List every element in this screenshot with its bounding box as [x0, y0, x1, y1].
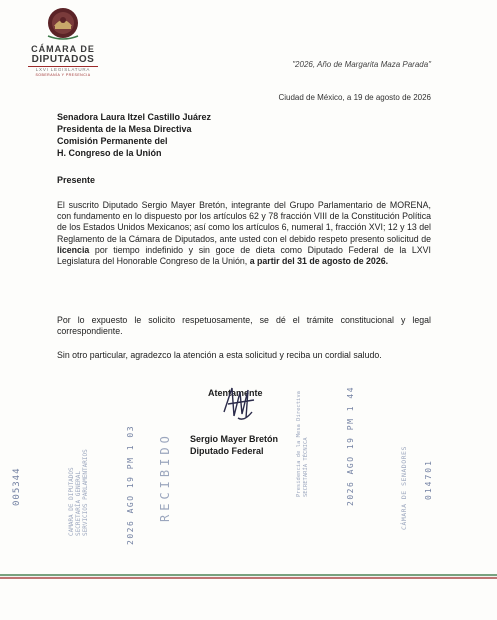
- addressee-commission: Comisión Permanente del: [57, 136, 168, 146]
- logo-line-1: CÁMARA DE: [31, 44, 95, 54]
- closing-word: Atentamente: [208, 388, 263, 398]
- place-date: Ciudad de México, a 19 de agosto de 2026: [278, 93, 431, 102]
- stamp-chamber-line-3: SERVICIOS PARLAMENTARIOS: [82, 449, 89, 536]
- stamp-received-time-left: 2026 AGO 19 PM 1 03: [126, 424, 135, 545]
- stamp-folio-left: 005344: [12, 467, 22, 506]
- stamp-chamber-line-2: SECRETARÍA GENERAL: [75, 470, 82, 536]
- stamp-chamber-line-1: CÁMARA DE DIPUTADOS: [68, 467, 75, 536]
- logo-line-4: SOBERANÍA Y PRESENCIA: [35, 73, 91, 77]
- addressee-block: [57, 111, 211, 159]
- signer-name: Sergio Mayer Bretón: [190, 434, 279, 444]
- logo-line-3: LXVI LEGISLATURA: [28, 66, 98, 73]
- body-paragraph-3: Sin otro particular, agradezco la atención a esta solicitud y reciba un cordial saludo.: [57, 350, 382, 360]
- p1-text-c: por tiempo indefinido y sin goce de dieta como Diputado Federal de la LXVI Legislatura del Honorable Congreso de la Unión,: [57, 244, 431, 267]
- stamp-folio-right: 014701: [424, 459, 433, 500]
- addressee-name: Senadora Laura Itzel Castillo Juárez: [57, 112, 212, 122]
- handwritten-signature: [218, 382, 262, 424]
- stamp-mesa-line-2: SECRETARÍA TÉCNICA: [302, 437, 309, 497]
- signer-block: [190, 433, 278, 457]
- stamp-senate: CÁMARA DE SENADORES: [400, 446, 408, 530]
- p1-license-word: licencia: [57, 244, 90, 255]
- stamp-received-time-right: 2026 AGO 19 PM 1 44: [346, 385, 355, 506]
- signer-title: Diputado Federal: [190, 446, 264, 456]
- year-motto: "2026, Año de Margarita Maza Parada": [292, 60, 431, 69]
- stamp-chamber-deputies: [68, 449, 89, 536]
- chamber-seal-icon: [42, 6, 84, 42]
- p1-effective-date: a partir del 31 de agosto de 2026.: [249, 256, 389, 267]
- chamber-logo: [22, 6, 104, 78]
- stamp-received: RECIBIDO: [158, 432, 172, 522]
- body-paragraph-1: [57, 200, 431, 267]
- addressee-institution: H. Congreso de la Unión: [57, 148, 162, 158]
- addressee-position: Presidenta de la Mesa Directiva: [57, 124, 192, 134]
- stamp-mesa-line-1: Presidencia de la Mesa Directiva: [296, 391, 302, 497]
- greeting: Presente: [57, 175, 96, 185]
- p1-text-a: El suscrito Diputado Sergio Mayer Bretón, integrante del Grupo Parlamentario de MORENA, con fundamento en lo dispuesto por los artículos 62 y 78 fracción VIII de la Constitución Política de los Estados Unidos Mexicanos; así como los artículos 6, numeral 1, fracción XVI; 12 y 13 del Reglamento de la Cámara de Diputados, ante usted con el debido respeto presento solicitud de: [57, 200, 431, 244]
- stamp-mesa-directiva: [296, 391, 309, 497]
- footer-flag-stripes: [0, 574, 497, 580]
- logo-line-2: DIPUTADOS: [31, 54, 95, 65]
- body-paragraph-2: Por lo expuesto le solicito respetuosamente, se dé el trámite constitucional y legal correspondiente.: [57, 315, 431, 337]
